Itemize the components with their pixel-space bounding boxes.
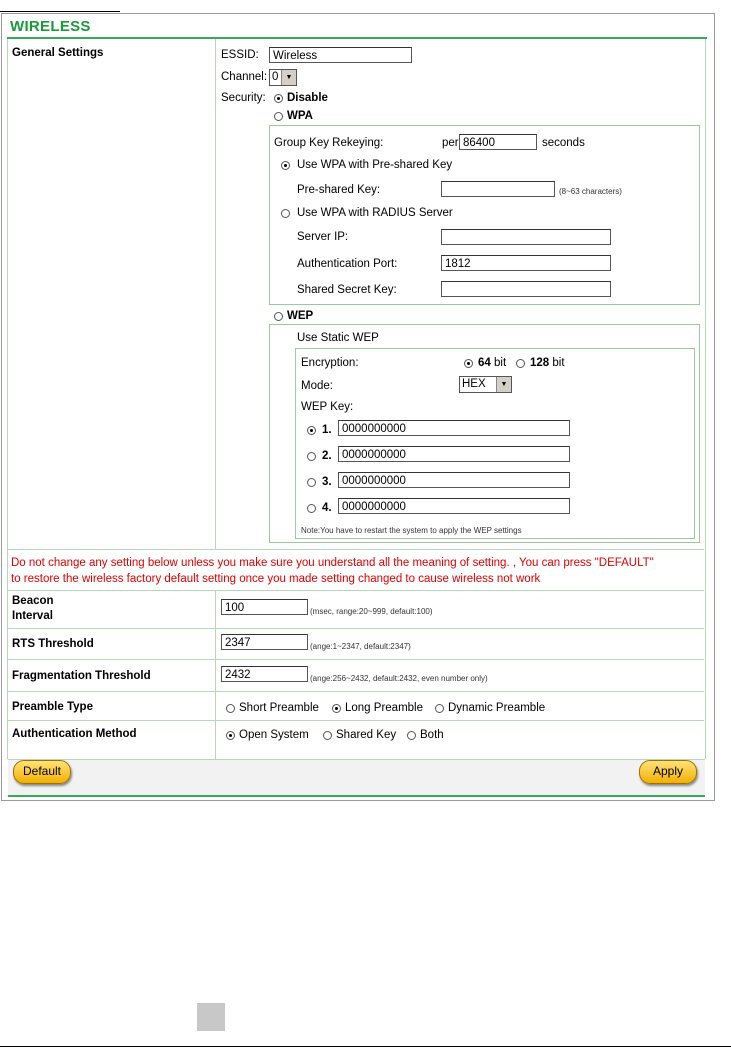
wep-64bit-radio[interactable] — [464, 359, 473, 368]
warning-line-2: to restore the wireless factory default setting once you made setting changed to cause wireless not work — [11, 573, 541, 585]
security-disable-label: Disable — [287, 92, 328, 104]
essid-input[interactable]: Wireless — [269, 47, 412, 63]
channel-select[interactable] — [269, 69, 297, 86]
wep-128bit-label — [530, 357, 565, 369]
beacon-interval-hint: (msec, range:20~999, default:100) — [310, 607, 433, 616]
channel-label: Channel: — [221, 71, 268, 83]
wireless-panel — [1, 13, 715, 801]
wep-64bit-number: 64 — [478, 357, 491, 369]
wep-128bit-suffix: bit — [552, 357, 565, 369]
mode-value: HEX — [462, 378, 486, 390]
wpa-radius-option: Use WPA with RADIUS Server — [297, 207, 453, 219]
beacon-label-line-2: Interval — [12, 610, 53, 622]
wep-128bit-radio[interactable] — [516, 359, 525, 368]
grid-mid-bottom — [215, 590, 216, 759]
preamble-type-label: Preamble Type — [12, 701, 93, 713]
default-button[interactable]: Default — [13, 760, 71, 784]
preamble-short-label: Short Preamble — [239, 702, 319, 714]
apply-button[interactable]: Apply — [639, 760, 697, 784]
page-title: WIRELESS — [10, 18, 91, 35]
psk-input[interactable] — [441, 181, 555, 197]
wep-128bit-number: 128 — [530, 357, 550, 369]
wpa-psk-radio[interactable] — [281, 161, 290, 170]
wep-key-4-number: 4. — [322, 502, 332, 514]
channel-value: 0 — [272, 71, 279, 83]
page-marker — [197, 1003, 225, 1031]
wep-note: Note:You have to restart the system to apply the WEP settings — [301, 526, 522, 535]
row-divider — [8, 691, 704, 692]
preamble-long-label: Long Preamble — [345, 702, 423, 714]
chevron-down-icon: ▼ — [496, 377, 511, 392]
row-divider — [8, 590, 704, 591]
beacon-interval-input[interactable]: 100 — [221, 599, 308, 615]
general-settings-label: General Settings — [12, 47, 104, 59]
title-divider — [7, 37, 707, 39]
wep-key-3-input[interactable]: 0000000000 — [338, 472, 570, 488]
shared-secret-input[interactable] — [441, 281, 611, 297]
psk-label: Pre-shared Key: — [297, 184, 381, 196]
auth-open-system-radio[interactable] — [226, 731, 235, 740]
warning-line-1: Do not change any setting below unless you make sure you understand all the meaning of setting. , You can press "DEFAULT" — [11, 557, 654, 569]
footer-rule — [0, 1046, 731, 1047]
preamble-dynamic-label: Dynamic Preamble — [448, 702, 546, 714]
row-divider — [8, 720, 704, 721]
security-disable-radio[interactable] — [274, 94, 283, 103]
rts-threshold-hint: (ange:1~2347, default:2347) — [310, 642, 411, 651]
group-key-input[interactable]: 86400 — [459, 134, 537, 150]
server-ip-label: Server IP: — [297, 231, 349, 243]
encryption-label: Encryption: — [301, 357, 359, 369]
auth-shared-key-radio[interactable] — [323, 731, 332, 740]
rts-threshold-label: RTS Threshold — [12, 638, 94, 650]
chevron-down-icon: ▼ — [281, 70, 296, 85]
wpa-psk-option: Use WPA with Pre-shared Key — [297, 159, 453, 171]
preamble-long-radio[interactable] — [332, 704, 341, 713]
authentication-method-label: Authentication Method — [12, 728, 137, 740]
preamble-dynamic-radio[interactable] — [435, 704, 444, 713]
server-ip-input[interactable] — [441, 229, 611, 245]
auth-port-input[interactable]: 1812 — [441, 255, 611, 271]
wep-key-1-input[interactable]: 0000000000 — [338, 420, 570, 436]
shared-secret-label: Shared Secret Key: — [297, 284, 397, 296]
row-divider — [8, 549, 704, 550]
rts-threshold-input[interactable]: 2347 — [221, 634, 308, 650]
footer-divider — [8, 795, 705, 797]
auth-open-system-label: Open System — [239, 729, 309, 741]
auth-port-label: Authentication Port: — [297, 258, 398, 270]
fragmentation-threshold-input[interactable]: 2432 — [221, 666, 308, 682]
essid-label: ESSID: — [221, 49, 259, 61]
group-key-label: Group Key Rekeying: — [274, 137, 384, 149]
wpa-radius-radio[interactable] — [281, 209, 290, 218]
auth-both-label: Both — [420, 729, 444, 741]
auth-shared-key-label: Shared Key — [336, 729, 397, 741]
security-label: Security: — [221, 92, 266, 104]
row-divider — [8, 628, 704, 629]
wep-key-label: WEP Key: — [301, 401, 354, 413]
preamble-short-radio[interactable] — [226, 704, 235, 713]
grid-right — [705, 39, 706, 759]
group-key-per: per — [442, 137, 459, 149]
security-wpa-label: WPA — [287, 110, 313, 122]
grid-left — [7, 39, 8, 759]
wep-key-3-radio[interactable] — [307, 478, 316, 487]
header-rule — [0, 11, 120, 12]
wep-key-2-radio[interactable] — [307, 452, 316, 461]
fragmentation-threshold-label: Fragmentation Threshold — [12, 670, 151, 682]
wep-key-2-number: 2. — [322, 450, 332, 462]
auth-both-radio[interactable] — [407, 731, 416, 740]
wep-key-4-radio[interactable] — [307, 504, 316, 513]
group-key-seconds: seconds — [542, 137, 585, 149]
wep-key-2-input[interactable]: 0000000000 — [338, 446, 570, 462]
wep-64bit-suffix: bit — [494, 357, 507, 369]
security-wep-label: WEP — [287, 310, 314, 322]
fragmentation-threshold-hint: (ange:256~2432, default:2432, even number only) — [310, 674, 488, 683]
mode-select[interactable] — [459, 376, 512, 393]
wep-key-4-input[interactable]: 0000000000 — [338, 498, 570, 514]
security-wpa-radio[interactable] — [274, 112, 283, 121]
wep-key-3-number: 3. — [322, 476, 332, 488]
beacon-label-line-1: Beacon — [12, 595, 54, 607]
security-wep-radio[interactable] — [274, 312, 283, 321]
wep-key-1-number: 1. — [322, 424, 332, 436]
wep-64bit-label — [478, 357, 506, 369]
button-bar — [8, 759, 705, 796]
row-divider — [8, 659, 704, 660]
static-wep-label: Use Static WEP — [297, 332, 379, 344]
wep-key-1-radio[interactable] — [307, 426, 316, 435]
psk-hint: (8~63 characters) — [559, 187, 622, 196]
grid-mid-top — [215, 39, 216, 549]
mode-label: Mode: — [301, 380, 333, 392]
